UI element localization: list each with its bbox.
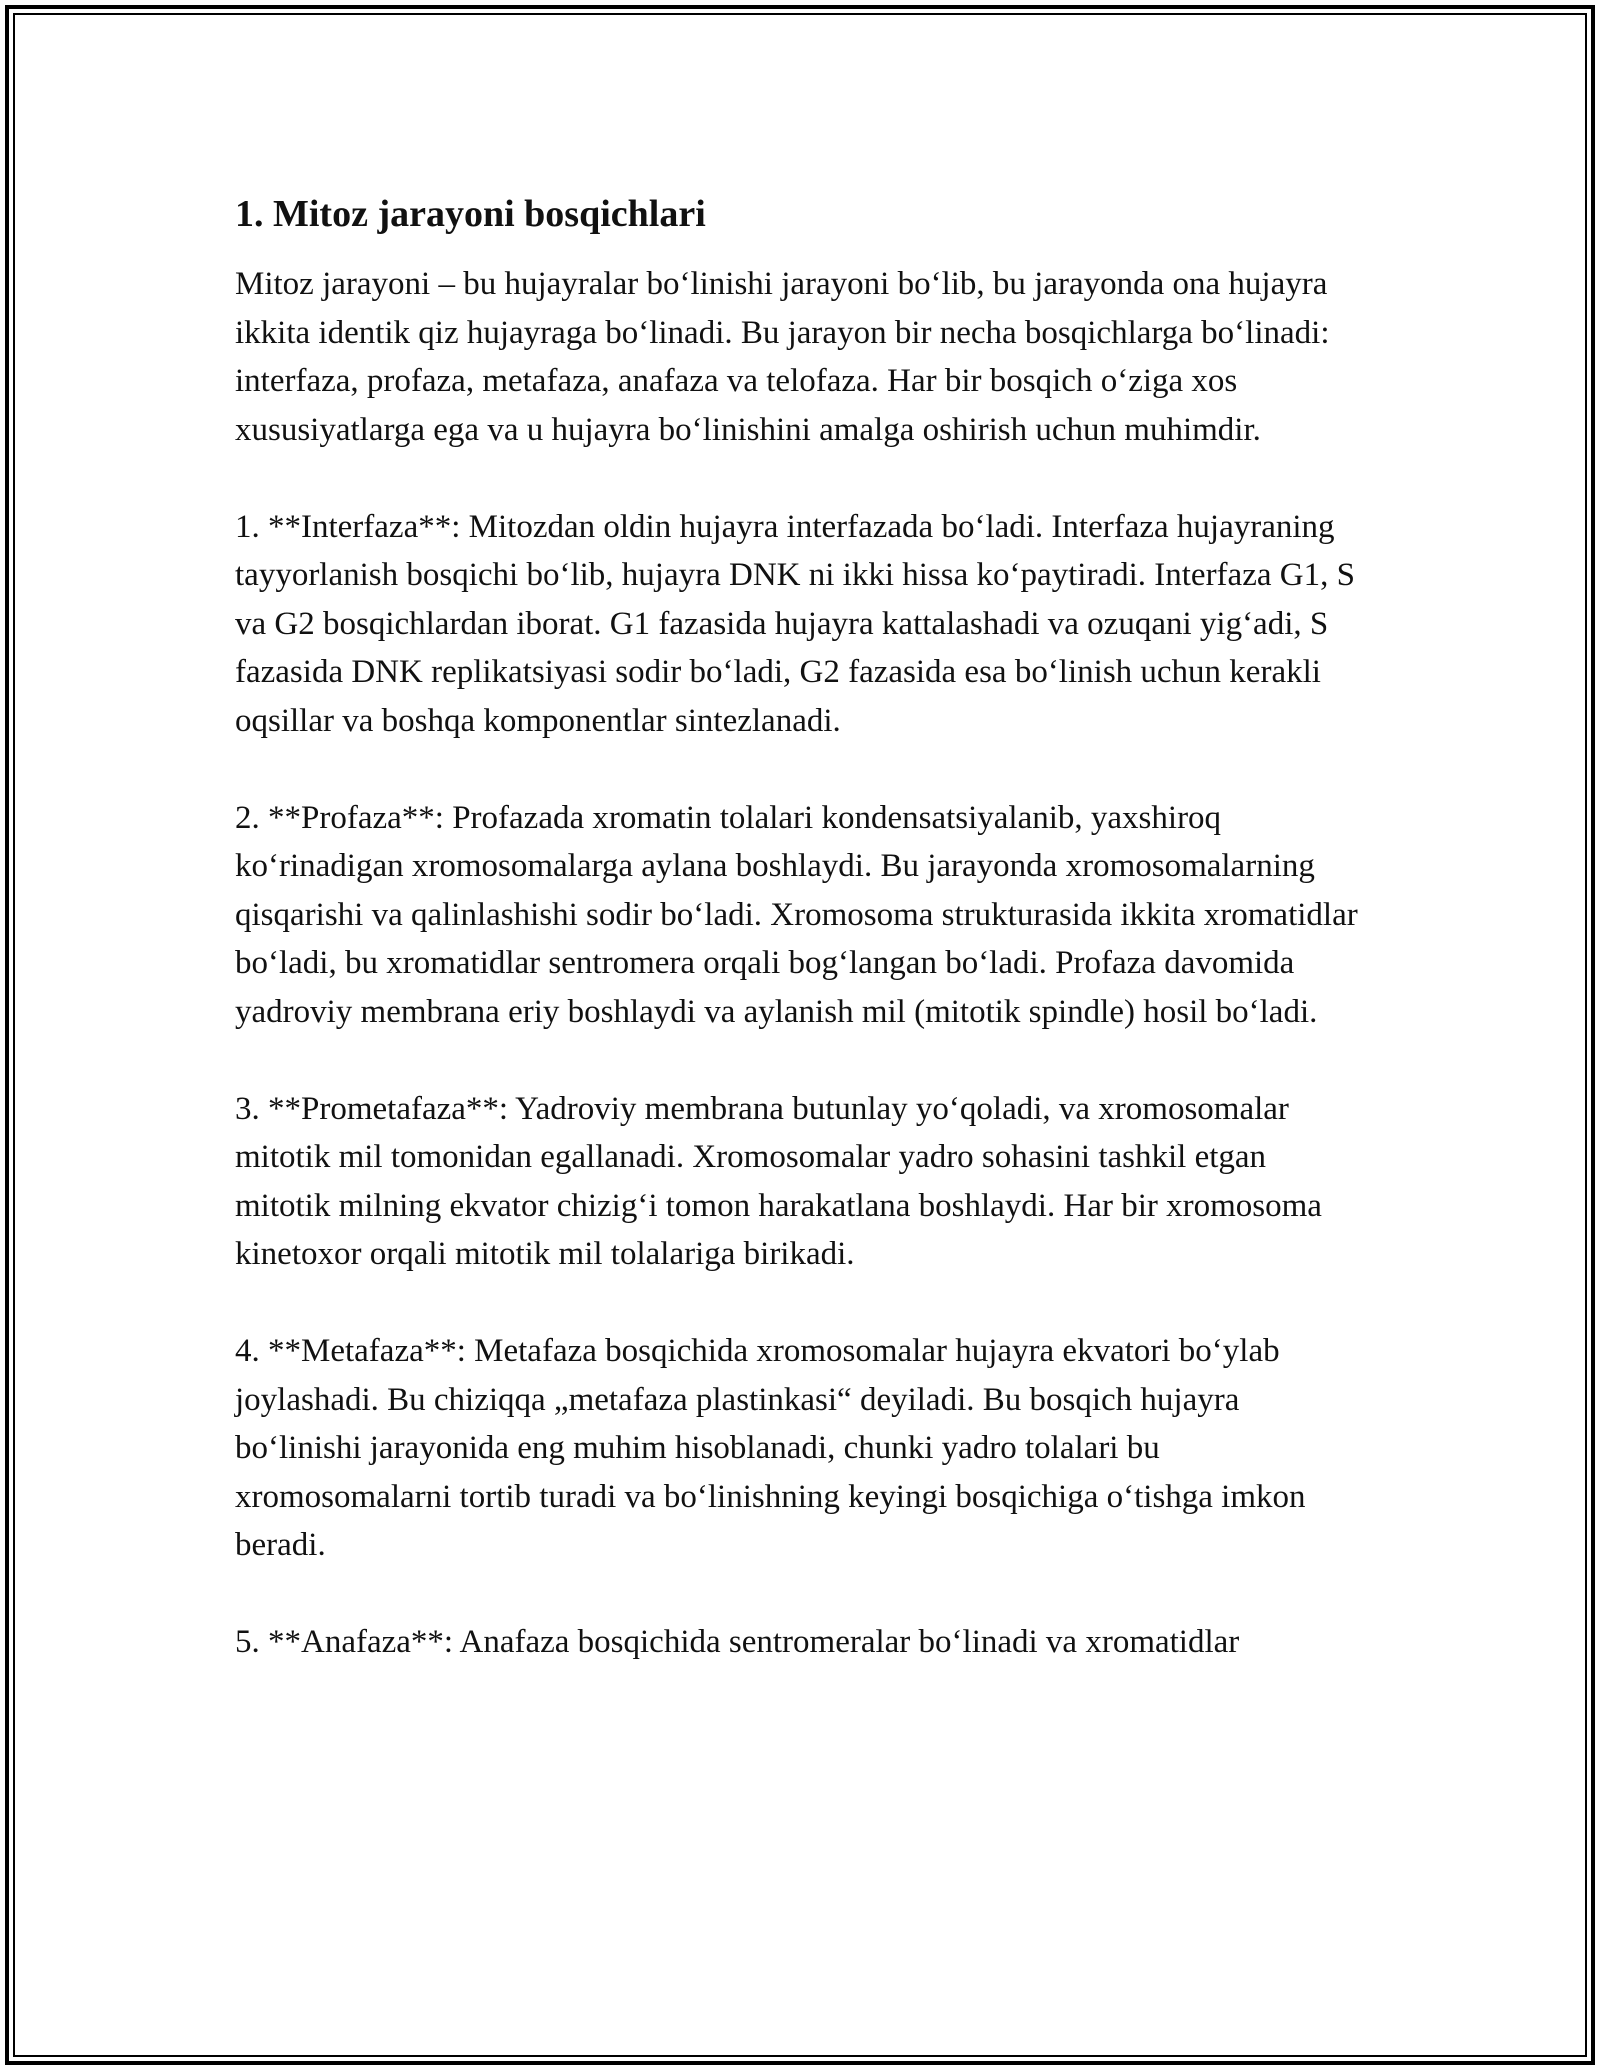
intro-paragraph: Mitoz jarayoni – bu hujayralar bo‘linishi jarayoni bo‘lib, bu jarayonda ona hujayra ikkita identik qiz hujayraga bo‘linadi. Bu jarayon bir necha bosqichlarga bo‘linadi: interfaza, profaza, metafaza, anafaza va telofaza. Har bir bosqich o‘ziga xos xususiyatlarga ega va u hujayra bo‘linishini amalga oshirish uchun muhimdir.: [235, 266, 1330, 448]
prometafaza-paragraph: 3. **Prometafaza**: Yadroviy membrana butunlay yo‘qoladi, va xromosomalar mitotik mil tomonidan egallanadi. Xromosomalar yadro sohasini tashkil etgan mitotik milning ekvator chizig‘i tomon harakatlana boshlaydi. Har bir xromosoma kinetoxor orqali mitotik mil tolalariga birikadi.: [235, 1090, 1322, 1272]
anafaza-paragraph: 5. **Anafaza**: Anafaza bosqichida sentromeralar bo‘linadi va xromatidlar: [235, 1624, 1240, 1660]
document-body: [235, 190, 1365, 1715]
document-heading: 1. Mitoz jarayoni bosqichlari: [235, 193, 706, 235]
metafaza-paragraph: 4. **Metafaza**: Metafaza bosqichida xromosomalar hujayra ekvatori bo‘ylab joylashadi. Bu chiziqqa „metafaza plastinkasi“ deyiladi. Bu bosqich hujayra bo‘linishi jarayonida eng muhim hisoblanadi, chunki yadro tolalari bu xromosomalarni tortib turadi va bo‘linishning keyingi bosqichiga o‘tishga imkon beradi.: [235, 1333, 1306, 1563]
interfaza-paragraph: 1. **Interfaza**: Mitozdan oldin hujayra interfazada bo‘ladi. Interfaza hujayraning tayyorlanish bosqichi bo‘lib, hujayra DNK ni ikki hissa ko‘paytiradi. Interfaza G1, S va G2 bosqichlardan iborat. G1 fazasida hujayra kattalashadi va ozuqani yig‘adi, S fazasida DNK replikatsiyasi sodir bo‘ladi, G2 fazasida esa bo‘linish uchun kerakli oqsillar va boshqa komponentlar sintezlanadi.: [235, 508, 1355, 739]
profaza-paragraph: 2. **Profaza**: Profazada xromatin tolalari kondensatsiyalanib, yaxshiroq ko‘rinadigan xromosomalarga aylana boshlaydi. Bu jarayonda xromosomalarning qisqarishi va qalinlashishi sodir bo‘ladi. Xromosoma strukturasida ikkita xromatidlar bo‘ladi, bu xromatidlar sentromera orqali bog‘langan bo‘ladi. Profaza davomida yadroviy membrana eriy boshlaydi va aylanish mil (mitotik spindle) hosil bo‘ladi.: [235, 799, 1358, 1030]
